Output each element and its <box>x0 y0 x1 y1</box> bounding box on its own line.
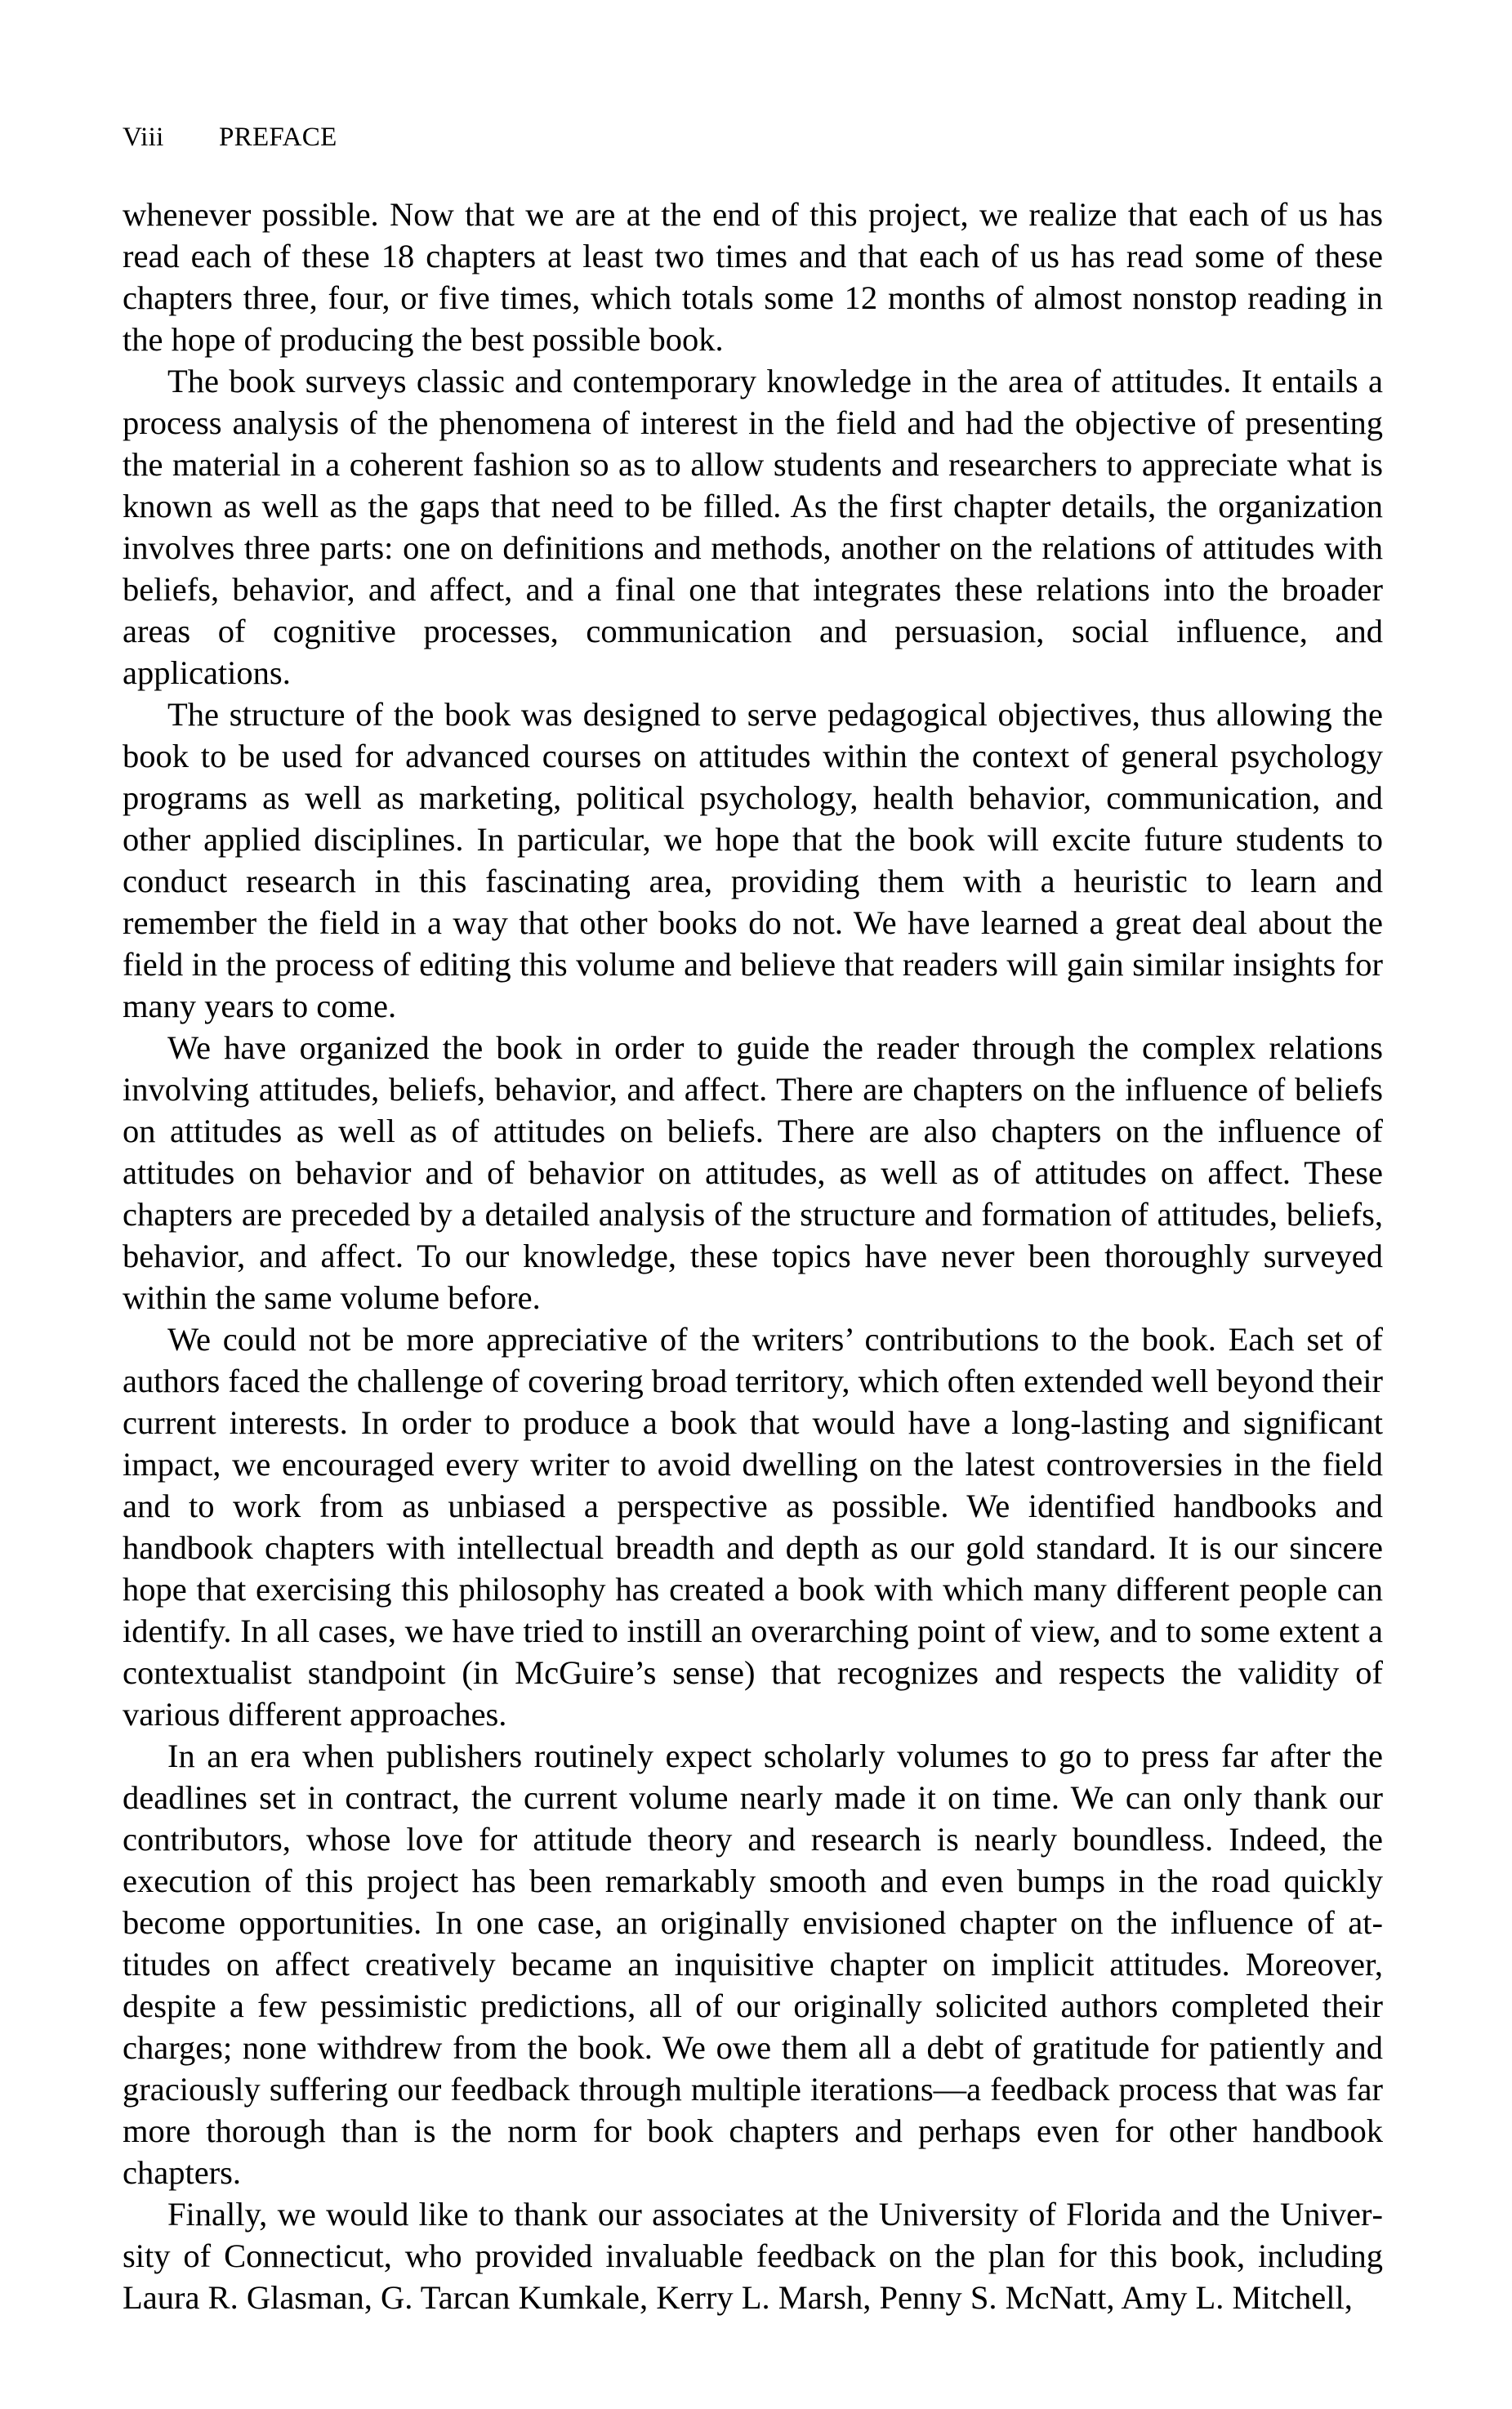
page-number: Viii <box>123 123 164 152</box>
paragraph-5: We could not be more appreciative of the writers’ contributions to the book. Each set of authors faced the challenge of covering broad territory, which often extended well beyond their current interests. In order to produce a book that would have a long-lasting and significant impact, we encouraged every writer to avoid dwelling on the latest controversies in the field and to work from as unbiased a perspective as possible. We identified handbooks and handbook chapters with intellectual breadth and depth as our gold standard. It is our sincere hope that exercising this philosophy has created a book with which many different people can identify. In all cases, we have tried to instill an overarching point of view, and to some extent a contextualist standpoint (in McGuire’s sense) that recognizes and respects the validity of various different approaches. <box>123 1321 1383 1733</box>
paragraph-3: The structure of the book was designed to serve pedagogical objectives, thus allowing the book to be used for advanced courses on attitudes within the context of general psychology programs as well as marketing, political psychology, health behavior, communication, and other applied disciplines. In particular, we hope that the book will excite future students to conduct research in this fascinating area, providing them with a heuristic to learn and remember the field in a way that other books do not. We have learned a great deal about the field in the process of editing this volume and believe that readers will gain similar insights for many years to come. <box>123 696 1383 1024</box>
paragraph-4: We have organized the book in order to guide the reader through the complex relations involving attitudes, beliefs, behavior, and affect. There are chapters on the influence of beliefs on attitudes as well as of attitudes on beliefs. There are also chapters on the influence of attitudes on behavior and of behavior on attitudes, as well as of attitudes on affect. These chapters are preceded by a detailed analysis of the structure and formation of attitudes, beliefs, behavior, and affect. To our knowledge, these topics have never been thoroughly surveyed within the same volume before. <box>123 1029 1383 1316</box>
running-title: PREFACE <box>219 123 337 152</box>
paragraph-2: The book surveys classic and contemporary knowledge in the area of attitudes. It entails a process analysis of the phenomena of interest in the field and had the objective of presenting the material in a coherent fashion so as to allow students and researchers to appreciate what is known as well as the gaps that need to be filled. As the first chapter details, the organization involves three parts: one on definitions and methods, another on the relations of attitudes with beliefs, behavior, and affect, and a final one that integrates these relations into the broader areas of cognitive processes, communication and persuasion, social influence, and applications. <box>123 363 1383 691</box>
paragraph-6: In an era when publishers routinely expect scholarly volumes to go to press far after the deadlines set in contract, the current volume nearly made it on time. We can only thank our contributors, whose love for attitude theory and research is nearly boundless. Indeed, the execution of this project has been remarkably smooth and even bumps in the road quickly become opportunities. In one case, an originally envisioned chapter on the influence of attitudes on affect creatively became an inquisitive chapter on implicit attitudes. Moreover, despite a few pessimistic predictions, all of our originally solicited authors completed their charges; none withdrew from the book. We owe them all a debt of gratitude for patiently and graciously suffering our feedback through multiple iterations—a feedback process that was far more thorough than is the norm for book chapters and perhaps even for other handbook chapters. <box>123 1738 1383 2191</box>
preface-body <box>123 194 1383 2318</box>
paragraph-1: whenever possible. Now that we are at the end of this project, we realize that each of us has read each of these 18 chapters at least two times and that each of us has read some of these chapters three, four, or five times, which totals some 12 months of almost nonstop reading in the hope of producing the best possible book. <box>123 196 1383 358</box>
paragraph-7: Finally, we would like to thank our associates at the University of Florida and the University of Connecticut, who provided invaluable feedback on the plan for this book, including Laura R. Glasman, G. Tarcan Kumkale, Kerry L. Marsh, Penny S. McNatt, Amy L. Mitchell, <box>123 2196 1383 2316</box>
running-header <box>123 121 337 154</box>
